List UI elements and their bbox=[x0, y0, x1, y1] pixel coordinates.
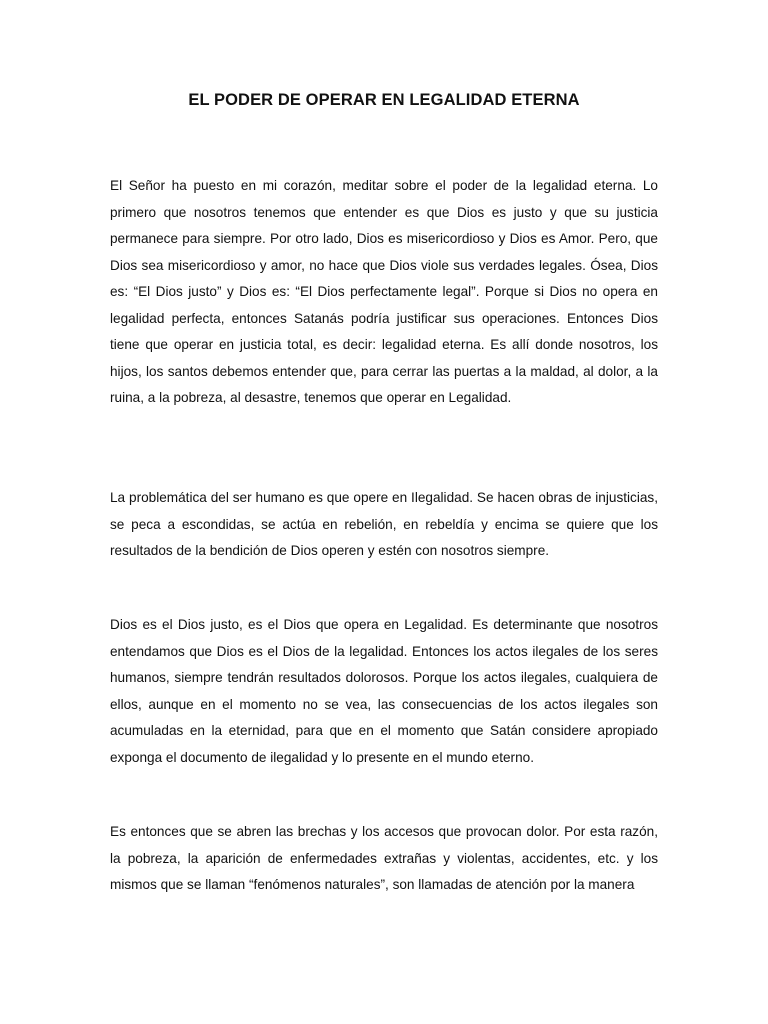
paragraph: Es entonces que se abren las brechas y los accesos que provocan dolor. Por esta razón, la pobreza, la aparición de enfermedades extrañas y violentas, accidentes, etc. y los mismos que se llaman “fenómenos naturales”, son llamadas de atención por la manera bbox=[110, 824, 658, 892]
paragraph: La problemática del ser humano es que opere en Ilegalidad. Se hacen obras de injusticias, se peca a escondidas, se actúa en rebelión, en rebeldía y encima se quiere que los resultados de la bendición de Dios operen y estén con nosotros siempre. bbox=[110, 490, 658, 558]
paragraph: El Señor ha puesto en mi corazón, meditar sobre el poder de la legalidad eterna. Lo primero que nosotros tenemos que entender es que Dios es justo y que su justicia permanece para siempre. Por otro lado, Dios es misericordioso y Dios es Amor. Pero, que Dios sea misericordioso y amor, no hace que Dios viole sus verdades legales. Ósea, Dios es: “El Dios justo” y Dios es: “El Dios perfectamente legal”. Porque si Dios no opera en legalidad perfecta, entonces Satanás podría justificar sus operaciones. Entonces Dios tiene que operar en justicia total, es decir: legalidad eterna. Es allí donde nosotros, los hijos, los santos debemos entender que, para cerrar las puertas a la maldad, al dolor, a la ruina, a la pobreza, al desastre, tenemos que operar en Legalidad. bbox=[110, 178, 658, 405]
document-title: EL PODER DE OPERAR EN LEGALIDAD ETERNA bbox=[188, 91, 580, 109]
paragraph: Dios es el Dios justo, es el Dios que opera en Legalidad. Es determinante que nosotros entendamos que Dios es el Dios de la legalidad. Entonces los actos ilegales de los seres humanos, siempre tendrán resultados dolorosos. Porque los actos ilegales, cualquiera de ellos, aunque en el momento no se vea, las consecuencias de los actos ilegales son acumuladas en la eternidad, para que en el momento que Satán considere apropiado exponga el documento de ilegalidad y lo presente en el mundo eterno. bbox=[110, 617, 658, 765]
